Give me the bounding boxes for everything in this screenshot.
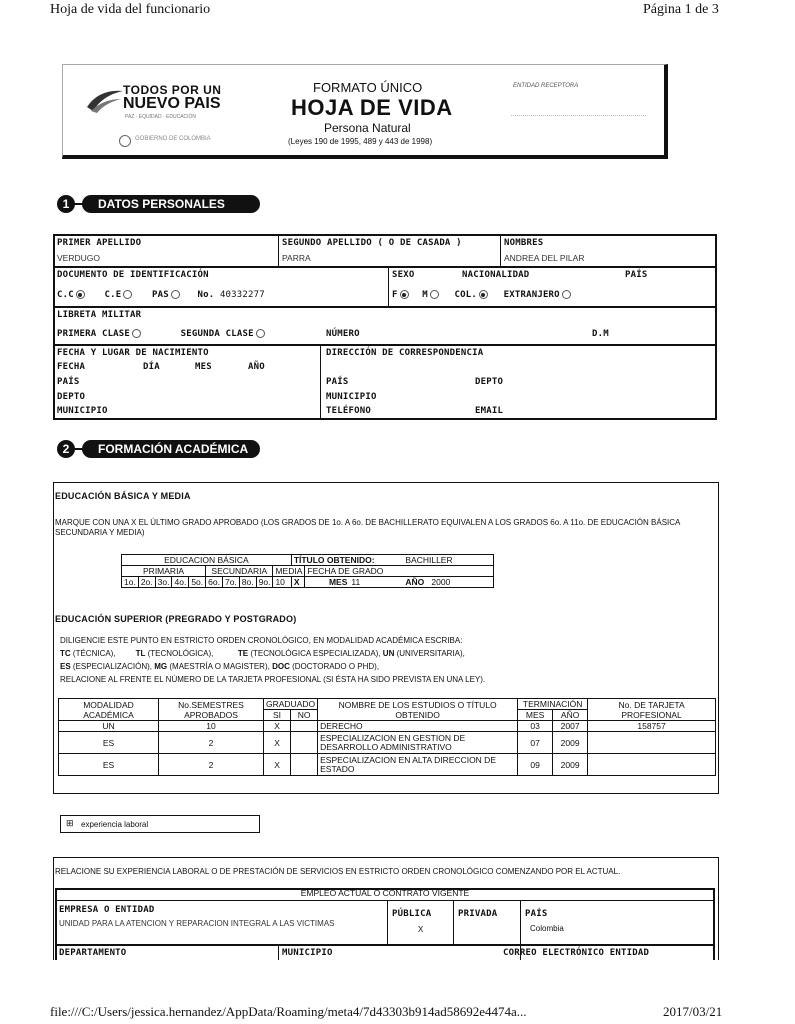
grade-cell[interactable]: 3o. bbox=[155, 577, 172, 588]
row-tarjeta[interactable] bbox=[588, 754, 716, 776]
laws-text: (Leyes 190 de 1995, 489 y 443 de 1998) bbox=[288, 137, 433, 146]
company-label: EMPRESA O ENTIDAD bbox=[59, 905, 155, 915]
section2-title: FORMACIÓN ACADÉMICA bbox=[82, 440, 260, 458]
table-row bbox=[59, 754, 716, 776]
ce-radio[interactable] bbox=[123, 290, 132, 299]
first-class-label: PRIMERA CLASE bbox=[57, 329, 131, 339]
col-label: COL. bbox=[454, 290, 477, 300]
col-graduado: GRADUADO bbox=[264, 699, 318, 710]
col-semestres: No.SEMESTRES APROBADOS bbox=[159, 699, 264, 721]
degree-field[interactable]: BACHILLER bbox=[403, 555, 494, 566]
country-label: PAÍS bbox=[625, 270, 648, 280]
foreign-radio[interactable] bbox=[562, 290, 571, 299]
address-municipio-label: MUNICIPIO bbox=[326, 392, 377, 402]
birth-country-label: PAÍS bbox=[57, 377, 80, 387]
col-tarjeta: No. DE TARJETA PROFESIONAL bbox=[588, 699, 716, 721]
m-label: M bbox=[422, 290, 428, 300]
grade-cell[interactable]: 4o. bbox=[172, 577, 189, 588]
grade-cell[interactable]: 8o. bbox=[239, 577, 256, 588]
row-anio[interactable]: 2007 bbox=[553, 721, 588, 732]
logo-line1: TODOS POR UN bbox=[123, 83, 222, 97]
address-label: DIRECCIÓN DE CORRESPONDENCIA bbox=[326, 348, 484, 358]
doc-label: DOCUMENTO DE IDENTIFICACIÓN bbox=[57, 270, 209, 280]
row-mes[interactable]: 03 bbox=[518, 721, 553, 732]
form-subtitle: Persona Natural bbox=[324, 121, 411, 135]
grade-cell[interactable]: 10 bbox=[273, 577, 291, 588]
higher-line2: TC (TÉCNICA), TL (TECNOLÓGICA), TE (TECNOLÓGICA ESPECIALIZADA), UN (UNIVERSITARIA), bbox=[60, 649, 465, 658]
col-anio: AÑO bbox=[553, 710, 588, 721]
higher-ed-title: EDUCACIÓN SUPERIOR (PREGRADO Y POSTGRADO) bbox=[55, 614, 297, 624]
grade-cell[interactable]: 1o. bbox=[122, 577, 139, 588]
row-mes[interactable]: 09 bbox=[518, 754, 553, 776]
first-class-radio[interactable] bbox=[132, 329, 141, 338]
row-no[interactable] bbox=[291, 732, 318, 754]
f-label: F bbox=[392, 290, 398, 300]
row-si[interactable]: X bbox=[264, 732, 291, 754]
secundaria-header: SECUNDARIA bbox=[206, 566, 273, 577]
higher-line2b: ES (ESPECIALIZACIÓN), MG (MAESTRÍA O MAGISTER), DOC (DOCTORADO O PHD), bbox=[60, 662, 380, 671]
work-email-label: CORREO ELECTRÓNICO ENTIDAD bbox=[503, 948, 650, 958]
print-header-page: Página 1 de 3 bbox=[643, 2, 719, 17]
row-mes[interactable]: 07 bbox=[518, 732, 553, 754]
row-anio[interactable]: 2009 bbox=[553, 754, 588, 776]
dm-label: D.M bbox=[592, 329, 609, 339]
row-semestres[interactable]: 2 bbox=[159, 732, 264, 754]
grad-year-label: AÑO bbox=[403, 577, 429, 588]
row-si[interactable]: X bbox=[264, 721, 291, 732]
f-radio[interactable] bbox=[400, 290, 409, 299]
grade-cell[interactable]: 2o. bbox=[138, 577, 155, 588]
table-row bbox=[59, 732, 716, 754]
higher-line1: DILIGENCIE ESTE PUNTO EN ESTRICTO ORDEN CRONOLÓGICO, EN MODALIDAD ACADÉMICA ESCRIBA: bbox=[60, 636, 463, 645]
print-footer-url: file:///C:/Users/jessica.hernandez/AppData/Roaming/meta4/7d43303b914ad58692e4474a... bbox=[50, 1004, 527, 1019]
email-label: EMAIL bbox=[475, 406, 504, 416]
col-no: NO bbox=[291, 710, 318, 721]
print-footer-date: 2017/03/21 bbox=[663, 1004, 723, 1019]
military-label: LIBRETA MILITAR bbox=[57, 310, 142, 320]
higher-ed-table bbox=[58, 698, 716, 776]
basic-instruction: MARQUE CON UNA X EL ÚLTIMO GRADO APROBADO (LOS GRADOS DE 1o. A 6o. DE BACHILLERATO EQUIVALEN A LOS GRADOS 6o. A 11o. DE EDUCACIÓN BÁSICA SECUNDARIA Y MEDIA) bbox=[55, 518, 680, 537]
table-row bbox=[59, 721, 716, 732]
row-nombre[interactable]: DERECHO bbox=[318, 721, 518, 732]
work-country-label: PAÍS bbox=[525, 909, 548, 919]
entity-label: ENTIDAD RECEPTORA bbox=[513, 83, 579, 89]
birth-municipio-label: MUNICIPIO bbox=[57, 406, 108, 416]
row-tarjeta[interactable]: 158757 bbox=[588, 721, 716, 732]
cc-label: C.C bbox=[57, 290, 74, 300]
basic-ed-header: EDUCACION BÁSICA bbox=[122, 555, 292, 566]
company-field[interactable]: UNIDAD PARA LA ATENCION Y REPARACION INTEGRAL A LAS VICTIMAS bbox=[59, 919, 335, 928]
row-si[interactable]: X bbox=[264, 754, 291, 776]
nationality-label: NACIONALIDAD bbox=[462, 270, 530, 280]
print-header-title: Hoja de vida del funcionario bbox=[50, 2, 211, 17]
col-terminacion: TERMINACIÓN bbox=[518, 699, 588, 710]
row-modalidad[interactable]: ES bbox=[59, 732, 159, 754]
grade-cell[interactable]: 7o. bbox=[222, 577, 239, 588]
form-title: HOJA DE VIDA bbox=[291, 95, 453, 120]
grad-month-label: MES bbox=[305, 577, 350, 588]
first-surname-label: PRIMER APELLIDO bbox=[57, 238, 142, 248]
row-semestres[interactable]: 10 bbox=[159, 721, 264, 732]
form-header bbox=[62, 64, 668, 159]
grade-cell[interactable]: 5o. bbox=[189, 577, 206, 588]
row-no[interactable] bbox=[291, 721, 318, 732]
phone-label: TELÉFONO bbox=[326, 406, 371, 416]
col-mes: MES bbox=[518, 710, 553, 721]
expand-icon: ⊞ bbox=[66, 818, 74, 828]
publica-mark[interactable]: X bbox=[418, 925, 424, 934]
birth-label: FECHA Y LUGAR DE NACIMIENTO bbox=[57, 348, 209, 358]
basic-grades-table bbox=[121, 554, 494, 588]
experience-tab[interactable] bbox=[60, 815, 260, 833]
row-no[interactable] bbox=[291, 754, 318, 776]
logo-subtitle: PAZ · EQUIDAD · EDUCACIÓN bbox=[125, 114, 197, 120]
flag-swoosh-icon bbox=[85, 85, 125, 115]
second-class-radio[interactable] bbox=[256, 329, 265, 338]
grad-month-field[interactable]: 11 bbox=[349, 577, 403, 588]
row-nombre[interactable]: ESPECIALIZACION EN ALTA DIRECCION DE ESTADO bbox=[318, 754, 518, 776]
experience-instruction: RELACIONE SU EXPERIENCIA LABORAL O DE PRESTACIÓN DE SERVICIOS EN ESTRICTO ORDEN CRONOLÓGICO COMENZANDO POR EL ACTUAL. bbox=[55, 867, 621, 876]
logo-line2: NUEVO PAIS bbox=[123, 95, 221, 112]
foreign-label: EXTRANJERO bbox=[503, 290, 560, 300]
address-depto-label: DEPTO bbox=[475, 377, 504, 387]
grad-year-field[interactable]: 2000 bbox=[429, 577, 494, 588]
row-anio[interactable]: 2009 bbox=[553, 732, 588, 754]
grade-cell-marked[interactable]: X bbox=[291, 577, 305, 588]
sex-label: SEXO bbox=[392, 270, 415, 280]
row-nombre[interactable]: ESPECIALIZACION EN GESTION DE DESARROLLO ADMINISTRATIVO bbox=[318, 732, 518, 754]
first-surname-field[interactable]: VERDUGO bbox=[57, 253, 100, 263]
work-municipio-label: MUNICIPIO bbox=[282, 948, 333, 958]
names-field[interactable]: ANDREA DEL PILAR bbox=[504, 253, 585, 263]
doc-no-label: No. bbox=[197, 290, 215, 300]
birth-month-label: MES bbox=[195, 362, 212, 372]
higher-line3: RELACIONE AL FRENTE EL NÚMERO DE LA TARJETA PROFESIONAL (SI ÉSTA HA SIDO PREVISTA EN UNA LEY). bbox=[60, 675, 486, 684]
second-class-label: SEGUNDA CLASE bbox=[180, 329, 254, 339]
pas-radio[interactable] bbox=[171, 290, 180, 299]
degree-label: TÍTULO OBTENIDO: bbox=[291, 555, 403, 566]
birth-day-label: DÍA bbox=[143, 362, 160, 372]
row-tarjeta[interactable] bbox=[588, 732, 716, 754]
military-number-label: NÚMERO bbox=[326, 329, 360, 339]
col-si: SI bbox=[264, 710, 291, 721]
second-surname-label: SEGUNDO APELLIDO ( O DE CASADA ) bbox=[282, 238, 462, 248]
cc-radio[interactable] bbox=[76, 290, 85, 299]
pas-label: PAS bbox=[151, 290, 169, 300]
primaria-header: PRIMARIA bbox=[122, 566, 206, 577]
row-modalidad[interactable]: ES bbox=[59, 754, 159, 776]
birth-depto-label: DEPTO bbox=[57, 392, 86, 402]
doc-no-field[interactable]: 40332277 bbox=[219, 290, 265, 300]
ce-label: C.E bbox=[104, 290, 122, 300]
birth-year-label: AÑO bbox=[248, 362, 265, 372]
section1-title: DATOS PERSONALES bbox=[82, 195, 260, 213]
publica-label: PÚBLICA bbox=[392, 909, 432, 919]
media-header: MEDIA bbox=[273, 566, 305, 577]
experience-tab-label: experiencia laboral bbox=[81, 820, 149, 829]
entity-line bbox=[511, 115, 646, 116]
grade-cell[interactable]: 6o. bbox=[206, 577, 223, 588]
col-modalidad: MODALIDAD ACADÉMICA bbox=[59, 699, 159, 721]
names-label: NOMBRES bbox=[504, 238, 544, 248]
second-surname-field[interactable]: PARRA bbox=[282, 253, 311, 263]
coat-of-arms-icon bbox=[119, 135, 131, 147]
grade-cell[interactable]: 9o. bbox=[256, 577, 273, 588]
work-country-field[interactable]: Colombia bbox=[530, 924, 564, 933]
row-modalidad[interactable]: UN bbox=[59, 721, 159, 732]
address-country-label: PAÍS bbox=[326, 377, 349, 387]
col-nombre: NOMBRE DE LOS ESTUDIOS O TÍTULO OBTENIDO bbox=[318, 699, 518, 721]
section1-number: 1 bbox=[57, 195, 75, 213]
col-radio[interactable] bbox=[479, 290, 488, 299]
row-semestres[interactable]: 2 bbox=[159, 754, 264, 776]
current-job-title: EMPLEO ACTUAL O CONTRATO VIGENTE bbox=[300, 888, 470, 898]
gov-text: GOBIERNO DE COLOMBIA bbox=[135, 136, 211, 142]
section2-number: 2 bbox=[57, 440, 75, 458]
grad-date-header: FECHA DE GRADO bbox=[305, 566, 494, 577]
m-radio[interactable] bbox=[430, 290, 439, 299]
format-line: FORMATO ÚNICO bbox=[313, 80, 423, 95]
basic-ed-title: EDUCACIÓN BÁSICA Y MEDIA bbox=[55, 491, 191, 501]
personal-data-box bbox=[53, 234, 717, 420]
work-department-label: DEPARTAMENTO bbox=[59, 948, 127, 958]
privada-label: PRIVADA bbox=[458, 909, 498, 919]
birth-fecha-label: FECHA bbox=[57, 362, 86, 372]
